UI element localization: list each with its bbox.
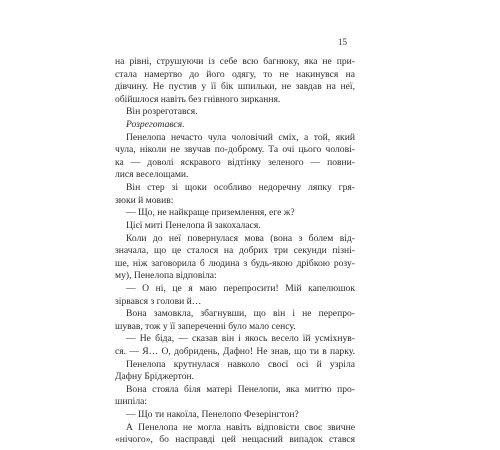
text-line: Дафну Бріджертон. <box>115 371 195 383</box>
text-line: — Не біда, — сказав він і якось весело їй усміхнув- <box>126 333 355 345</box>
text-line: А Пенелопа не могла навіть відповісти своє звичне <box>126 421 355 433</box>
text-line: Вона стояла біля матері Пенелопи, яка миттю про- <box>126 383 355 395</box>
text-line: значала, що це сталося на добрих три секунди пізні- <box>115 245 355 257</box>
text-line: Цієї миті Пенелопа й закохалася. <box>126 219 261 231</box>
text-line: обійшлося навіть без гнівного зиркання. <box>115 93 281 105</box>
text-line: лися веселощами. <box>115 169 189 181</box>
page-number: 15 <box>338 37 347 47</box>
text-line: му), Пенелопа відповіла: <box>115 270 217 282</box>
text-line: чула, ніколи не звучав по-доброму. Та очі цього чолові- <box>115 144 355 156</box>
text-line: «нічого», бо насправді цей нещасний випадок стався <box>115 434 355 446</box>
text-line: — О ні, це я маю перепросити! Мій капелюшок <box>126 282 355 294</box>
text-line: шував, тож у її запереченні було мало сенсу. <box>115 320 296 332</box>
text-line: зюки й мовив: <box>115 194 174 206</box>
text-line: — Що ти накоїла, Пенелопо Фезерінгтон? <box>126 409 299 421</box>
text-line: Пенелопа нечасто чула чоловічий сміх, а той, який <box>126 131 355 143</box>
text-line: ше, ніж заговорила б людина з будь-якою дрібкою розу- <box>115 257 355 269</box>
text-line: на рівні, струшуючи із себе всю багнюку, яка не при- <box>115 56 355 67</box>
text-line: Він стер зі щоки особливо недоречну ляпку гря- <box>126 182 355 194</box>
text-line: ся. — Я… О, добридень, Дафно! Не знав, що ти в парку. <box>115 346 355 358</box>
text-line: дівчину. Не пустив у її бік шпильки, не завдав на неї, <box>115 81 355 93</box>
text-line: — Що, не найкраще приземлення, еге ж? <box>126 207 295 219</box>
text-line: Розреготався. <box>126 119 185 131</box>
text-line: шипіла: <box>115 396 148 408</box>
text-line: ка — доволі яскравого відтінку зеленого — повни- <box>115 156 355 168</box>
body-text <box>115 56 355 447</box>
text-line: Він розреготався. <box>126 106 198 118</box>
text-line: Вона замовкла, збагнувши, що він і не перепро- <box>126 308 355 320</box>
text-line: зірвався з голови й… <box>115 295 202 307</box>
text-line: Пенелопа крутнулася навколо своєї осі й узріла <box>126 358 355 370</box>
text-line: стала намертво до його одягу, то не накинувся на <box>115 68 355 80</box>
text-line: Коли до неї повернулася мова (вона з болем від- <box>126 232 355 244</box>
